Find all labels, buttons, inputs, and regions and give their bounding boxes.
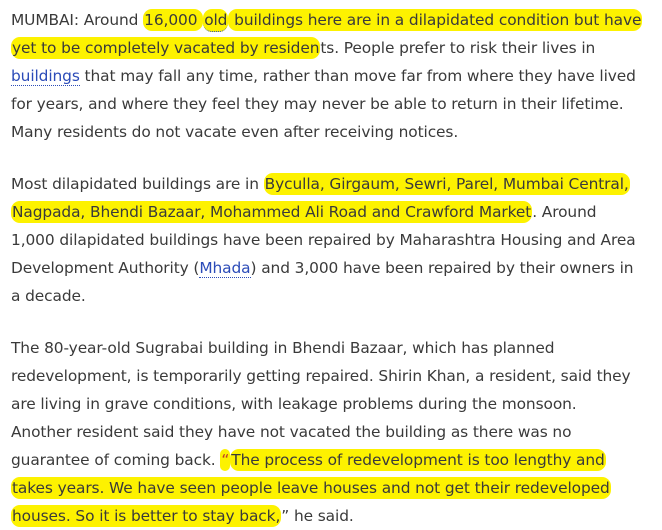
plain-text: are living in grave conditions, with leakage problems during the monsoon. xyxy=(11,395,577,413)
text-line xyxy=(11,90,651,118)
text-line xyxy=(11,198,651,226)
plain-text: Many residents do not vacate even after receiving notices. xyxy=(11,123,459,141)
plain-text: Development Authority ( xyxy=(11,259,200,277)
plain-text: ts. People prefer to risk their lives in xyxy=(320,39,596,57)
text-line xyxy=(11,418,651,446)
inline-link-buildings[interactable]: buildings xyxy=(11,67,80,85)
plain-text: The 80-year-old Sugrabai building in Bhendi Bazaar, which has planned xyxy=(11,339,555,357)
plain-text: guarantee of coming back. xyxy=(11,451,221,469)
article-paragraph xyxy=(11,170,651,310)
plain-text: ) and 3,000 have been repaired by their owners in xyxy=(250,259,634,277)
plain-text: redevelopment, is temporarily getting repaired. Shirin Khan, a resident, said they xyxy=(11,367,631,385)
paragraph-gap xyxy=(11,146,651,170)
text-line xyxy=(11,62,651,90)
plain-text: Another resident said they have not vacated the building as there was no xyxy=(11,423,572,441)
text-line xyxy=(11,502,651,530)
highlighted-text: houses. So it is better to stay back, xyxy=(12,507,281,525)
plain-text: that may fall any time, rather than move far from where they have lived xyxy=(79,67,636,85)
text-line xyxy=(11,34,651,62)
text-line xyxy=(11,446,651,474)
plain-text: for years, and where they feel they may never be able to return in their lifetime. xyxy=(11,95,624,113)
highlighted-text: Nagpada, Bhendi Bazaar, Mohammed Ali Road and Crawford Market xyxy=(12,203,532,221)
plain-text: . Around xyxy=(532,203,597,221)
text-line xyxy=(11,226,651,254)
text-line xyxy=(11,6,651,34)
quote-mark: “ xyxy=(221,451,230,469)
highlighted-text: takes years. We have seen people leave houses and not get their redeveloped xyxy=(12,479,610,497)
plain-text: Most dilapidated buildings are in xyxy=(11,175,264,193)
text-line xyxy=(11,334,651,362)
highlighted-text: old xyxy=(203,9,228,32)
text-line xyxy=(11,362,651,390)
highlighted-text: 16,000 xyxy=(144,11,203,29)
text-line xyxy=(11,170,651,198)
plain-text: MUMBAI: Around xyxy=(11,11,144,29)
text-line xyxy=(11,118,651,146)
highlighted-text: buildings here are in a dilapidated condition but have xyxy=(229,11,642,29)
plain-text: ” he said. xyxy=(281,507,354,525)
inline-link-mhada[interactable]: Mhada xyxy=(199,259,251,277)
highlighted-text: Byculla, Girgaum, Sewri, Parel, Mumbai Central, xyxy=(264,175,629,193)
text-line xyxy=(11,254,651,282)
article-paragraph xyxy=(11,6,651,146)
highlighted-text: yet to be completely vacated by residen xyxy=(12,39,320,57)
article-paragraph xyxy=(11,334,651,530)
plain-text: a decade. xyxy=(11,287,86,305)
article-body xyxy=(11,6,651,530)
highlighted-text: The process of redevelopment is too lengthy and xyxy=(231,451,605,469)
text-line xyxy=(11,282,651,310)
paragraph-gap xyxy=(11,310,651,334)
plain-text: 1,000 dilapidated buildings have been repaired by Maharashtra Housing and Area xyxy=(11,231,636,249)
text-line xyxy=(11,474,651,502)
text-line xyxy=(11,390,651,418)
